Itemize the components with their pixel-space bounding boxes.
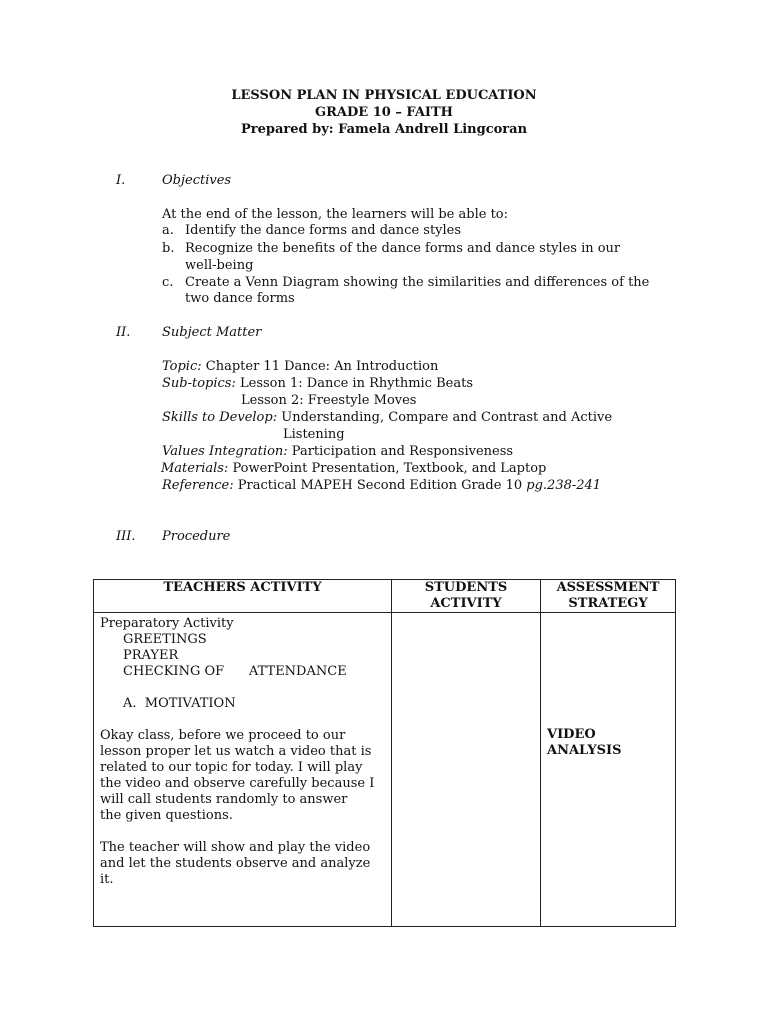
field-label: Skills to Develop: <box>162 410 278 425</box>
paragraph-line: it. <box>100 872 114 887</box>
list-item-continuation: two dance forms <box>185 291 295 306</box>
header-students-activity <box>392 580 541 613</box>
materials-row <box>161 460 546 477</box>
paragraph-line: related to our topic for today. I will play <box>100 760 363 775</box>
field-label: Values Integration: <box>162 444 288 459</box>
values-row <box>162 443 513 460</box>
list-item-continuation: well-being <box>185 258 254 273</box>
header-label: ACTIVITY <box>430 596 502 611</box>
header-assessment-strategy <box>541 580 676 613</box>
table-header-row <box>94 580 676 613</box>
section-heading: Subject Matter <box>162 325 262 340</box>
header-label: TEACHERS ACTIVITY <box>163 580 322 595</box>
section-numeral: II. <box>116 325 131 340</box>
list-item: Identify the dance forms and dance styles <box>185 223 462 238</box>
header-label: STRATEGY <box>568 596 648 611</box>
header-teachers-activity <box>94 580 392 613</box>
list-marker: a. <box>162 223 174 238</box>
field-value: Practical MAPEH Second Edition Grade 10 <box>237 478 523 493</box>
section-heading: Procedure <box>162 529 231 544</box>
paragraph-line: Okay class, before we proceed to our <box>100 728 346 743</box>
greetings: GREETINGS <box>123 632 207 647</box>
list-marker: c. <box>162 275 174 290</box>
field-label: Sub-topics: <box>162 376 236 391</box>
header-label: ASSESSMENT <box>556 580 660 595</box>
section-numeral: III. <box>116 529 136 544</box>
paragraph-line: lesson proper let us watch a video that is <box>100 744 372 759</box>
attendance: CHECKING OF ATTENDANCE <box>123 664 347 679</box>
list-item: Create a Venn Diagram showing the similarities and differences of the <box>185 275 650 290</box>
skills-continuation: Listening <box>283 427 345 442</box>
preparatory-label: Preparatory Activity <box>100 616 234 631</box>
assessment-label: ANALYSIS <box>547 743 622 758</box>
field-value: PowerPoint Presentation, Textbook, and Laptop <box>232 461 547 476</box>
document-title: LESSON PLAN IN PHYSICAL EDUCATION <box>231 88 537 103</box>
list-item: Recognize the benefits of the dance forms and dance styles in our <box>185 241 621 256</box>
reference-row <box>162 477 601 494</box>
section-numeral: I. <box>116 173 126 188</box>
section-heading: Objectives <box>162 173 232 188</box>
motivation-heading: A. MOTIVATION <box>123 696 236 711</box>
field-label: Materials: <box>161 461 229 476</box>
subtopics-row <box>162 375 473 392</box>
header-label: STUDENTS <box>424 580 508 595</box>
field-label: Topic: <box>162 359 202 374</box>
topic-row <box>162 358 438 375</box>
objectives-intro: At the end of the lesson, the learners will be able to: <box>162 207 508 222</box>
prepared-by: Prepared by: Famela Andrell Lingcoran <box>240 122 528 137</box>
field-value: Lesson 1: Dance in Rhythmic Beats <box>240 376 473 391</box>
subtopic-2: Lesson 2: Freestyle Moves <box>241 393 417 408</box>
field-value: Understanding, Compare and Contrast and Active <box>281 410 613 425</box>
paragraph-line: The teacher will show and play the video <box>100 840 371 855</box>
field-value: Participation and Responsiveness <box>291 444 514 459</box>
paragraph-line: and let the students observe and analyze <box>100 856 371 871</box>
assessment-label: VIDEO <box>547 727 596 742</box>
paragraph-line: the video and observe carefully because I <box>100 776 375 791</box>
procedure-table <box>93 579 676 927</box>
field-label: Reference: <box>162 478 234 493</box>
teachers-activity-cell <box>94 613 392 927</box>
assessment-strategy-cell <box>541 613 676 927</box>
field-value: Chapter 11 Dance: An Introduction <box>205 359 439 374</box>
list-marker: b. <box>162 241 175 256</box>
students-activity-cell <box>392 613 541 927</box>
table-row <box>94 613 676 927</box>
prayer: PRAYER <box>123 648 179 663</box>
skills-row <box>162 409 612 426</box>
grade-section: GRADE 10 – FAITH <box>315 105 453 120</box>
paragraph-line: the given questions. <box>100 808 233 823</box>
reference-pages: pg.238-241 <box>526 478 602 493</box>
paragraph-line: will call students randomly to answer <box>100 792 348 807</box>
